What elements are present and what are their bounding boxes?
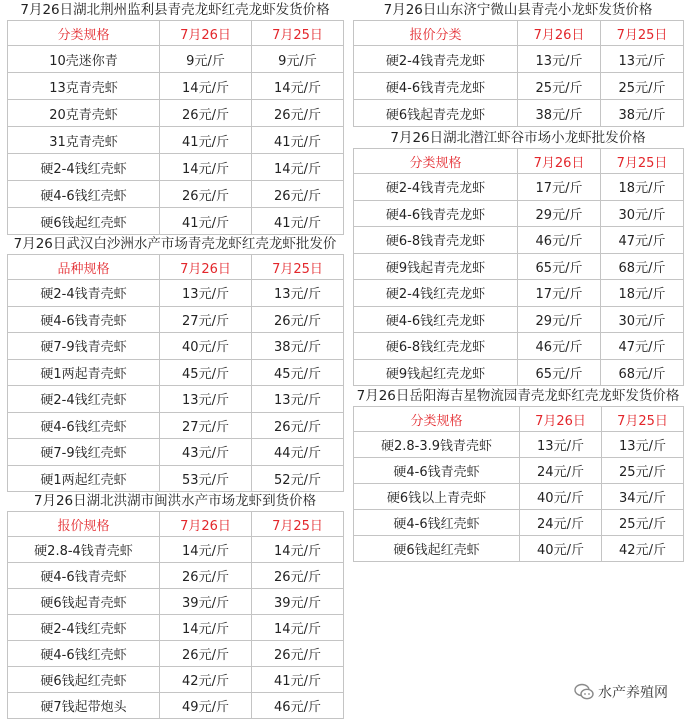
price-today-cell: 17元/斤 [518,280,601,307]
header-cell-today: 7月26日 [518,21,601,46]
spec-cell: 硬4-6钱青壳虾 [354,458,520,484]
price-yesterday-cell: 26元/斤 [252,181,344,208]
spec-cell: 硬4-6钱红壳龙虾 [354,306,518,333]
price-yesterday-cell: 14元/斤 [252,615,344,641]
price-today-cell: 14元/斤 [160,154,252,181]
price-yesterday-cell: 41元/斤 [252,667,344,693]
price-today-cell: 41元/斤 [160,208,252,235]
price-yesterday-cell: 45元/斤 [252,359,344,386]
price-yesterday-cell: 25元/斤 [602,510,684,536]
price-table [7,511,344,719]
table-title: 7月26日武汉白沙洲水产市场青壳龙虾红壳龙虾批发价 [13,236,337,252]
price-yesterday-cell: 13元/斤 [252,280,344,307]
spec-cell: 20克青壳虾 [8,100,160,127]
price-today-cell: 27元/斤 [160,412,252,439]
table-row [8,412,344,439]
price-today-cell: 40元/斤 [520,484,602,510]
spec-cell: 硬6钱以上青壳虾 [354,484,520,510]
price-today-cell: 65元/斤 [518,253,601,280]
price-yesterday-cell: 13元/斤 [602,432,684,458]
table-row [8,667,344,693]
table-row [354,280,684,307]
header-cell-yesterday: 7月25日 [252,255,344,280]
spec-cell: 硬2-4钱青壳龙虾 [354,46,518,73]
spec-cell: 硬4-6钱青壳龙虾 [354,73,518,100]
price-yesterday-cell: 41元/斤 [252,127,344,154]
table-row [354,359,684,386]
price-yesterday-cell: 26元/斤 [252,563,344,589]
price-today-cell: 14元/斤 [160,537,252,563]
price-yesterday-cell: 38元/斤 [252,333,344,360]
table-row [354,174,684,201]
price-yesterday-cell: 30元/斤 [601,200,684,227]
spec-cell: 硬1两起红壳虾 [8,465,160,492]
price-today-cell: 26元/斤 [160,181,252,208]
table-row [8,333,344,360]
price-block-weishan [353,0,683,127]
spec-cell: 硬4-6钱红壳虾 [8,412,160,439]
table-row [8,154,344,181]
spec-cell: 10壳迷你青 [8,46,160,73]
spec-cell: 硬2-4钱红壳虾 [8,154,160,181]
table-row [8,181,344,208]
header-row [8,21,344,46]
header-row [354,21,684,46]
spec-cell: 硬4-6钱红壳虾 [8,641,160,667]
table-row [8,280,344,307]
header-cell-today: 7月26日 [160,21,252,46]
price-today-cell: 41元/斤 [160,127,252,154]
table-row [354,73,684,100]
price-today-cell: 40元/斤 [520,536,602,562]
spec-cell: 硬2-4钱红壳虾 [8,386,160,413]
price-yesterday-cell: 47元/斤 [601,227,684,254]
price-yesterday-cell: 68元/斤 [601,253,684,280]
spec-cell: 硬6钱起青壳龙虾 [354,100,518,127]
header-cell-spec: 分类规格 [354,407,520,432]
price-today-cell: 40元/斤 [160,333,252,360]
table-title: 7月26日岳阳海吉星物流园青壳龙虾红壳龙虾发货价格 [356,388,680,404]
price-today-cell: 9元/斤 [160,46,252,73]
spec-cell: 硬9钱起红壳龙虾 [354,359,518,386]
table-row [354,227,684,254]
spec-cell: 硬2-4钱青壳虾 [8,280,160,307]
price-today-cell: 17元/斤 [518,174,601,201]
header-row [8,512,344,537]
price-today-cell: 53元/斤 [160,465,252,492]
table-row [354,536,684,562]
header-cell-spec: 品种规格 [8,255,160,280]
spec-cell: 硬1两起青壳虾 [8,359,160,386]
price-yesterday-cell: 30元/斤 [601,306,684,333]
price-today-cell: 65元/斤 [518,359,601,386]
price-table [353,406,684,562]
price-today-cell: 25元/斤 [518,73,601,100]
price-block-qianjiang [353,128,683,386]
spec-cell: 硬6钱起红壳虾 [8,667,160,693]
header-cell-yesterday: 7月25日 [252,21,344,46]
table-row [354,458,684,484]
price-today-cell: 26元/斤 [160,100,252,127]
table-row [8,306,344,333]
price-today-cell: 46元/斤 [518,333,601,360]
table-row [354,253,684,280]
price-table [7,254,344,492]
price-yesterday-cell: 26元/斤 [252,641,344,667]
price-yesterday-cell: 14元/斤 [252,154,344,181]
header-cell-today: 7月26日 [160,512,252,537]
header-cell-yesterday: 7月25日 [252,512,344,537]
spec-cell: 硬6钱起青壳虾 [8,589,160,615]
price-yesterday-cell: 34元/斤 [602,484,684,510]
table-row [354,46,684,73]
spec-cell: 31克青壳虾 [8,127,160,154]
spec-cell: 硬6-8钱青壳龙虾 [354,227,518,254]
table-row [354,100,684,127]
spec-cell: 硬4-6钱青壳虾 [8,563,160,589]
price-yesterday-cell: 41元/斤 [252,208,344,235]
header-cell-spec: 报价分类 [354,21,518,46]
table-row [8,439,344,466]
table-row [8,465,344,492]
price-block-honghu [7,491,343,719]
table-row [354,432,684,458]
spec-cell: 硬4-6钱青壳龙虾 [354,200,518,227]
price-today-cell: 13元/斤 [520,432,602,458]
header-cell-yesterday: 7月25日 [601,21,684,46]
price-today-cell: 29元/斤 [518,306,601,333]
table-row [354,306,684,333]
header-cell-spec: 分类规格 [354,149,518,174]
table-row [8,100,344,127]
spec-cell: 硬7-9钱红壳虾 [8,439,160,466]
table-row [8,127,344,154]
price-today-cell: 27元/斤 [160,306,252,333]
price-table [7,20,344,235]
spec-cell: 硬2.8-4钱青壳虾 [8,537,160,563]
spec-cell: 硬7-9钱青壳虾 [8,333,160,360]
spec-cell: 硬4-6钱红壳虾 [354,510,520,536]
spec-cell: 硬6-8钱红壳龙虾 [354,333,518,360]
watermark [574,681,668,703]
price-today-cell: 43元/斤 [160,439,252,466]
header-row [354,149,684,174]
table-row [8,208,344,235]
spec-cell: 硬6钱起红壳虾 [8,208,160,235]
price-block-jianli [7,0,343,235]
price-yesterday-cell: 42元/斤 [602,536,684,562]
price-today-cell: 26元/斤 [160,641,252,667]
table-title: 7月26日湖北洪湖市闽洪水产市场龙虾到货价格 [33,493,317,509]
price-yesterday-cell: 39元/斤 [252,589,344,615]
table-row [8,359,344,386]
price-yesterday-cell: 44元/斤 [252,439,344,466]
spec-cell: 硬7钱起带炮头 [8,693,160,719]
header-cell-yesterday: 7月25日 [601,149,684,174]
price-yesterday-cell: 26元/斤 [252,100,344,127]
price-table [353,20,684,127]
price-today-cell: 26元/斤 [160,563,252,589]
price-today-cell: 29元/斤 [518,200,601,227]
spec-cell: 硬2-4钱青壳龙虾 [354,174,518,201]
price-yesterday-cell: 38元/斤 [601,100,684,127]
price-yesterday-cell: 18元/斤 [601,174,684,201]
price-today-cell: 42元/斤 [160,667,252,693]
price-today-cell: 24元/斤 [520,458,602,484]
header-cell-today: 7月26日 [160,255,252,280]
price-yesterday-cell: 25元/斤 [601,73,684,100]
price-today-cell: 13元/斤 [160,386,252,413]
header-row [354,407,684,432]
spec-cell: 硬9钱起青壳龙虾 [354,253,518,280]
header-cell-today: 7月26日 [520,407,602,432]
table-row [8,386,344,413]
price-today-cell: 39元/斤 [160,589,252,615]
spec-cell: 13克青壳虾 [8,73,160,100]
price-today-cell: 24元/斤 [520,510,602,536]
price-today-cell: 14元/斤 [160,615,252,641]
price-yesterday-cell: 26元/斤 [252,412,344,439]
price-yesterday-cell: 14元/斤 [252,73,344,100]
spec-cell: 硬4-6钱青壳虾 [8,306,160,333]
header-row [8,255,344,280]
header-cell-spec: 报价规格 [8,512,160,537]
table-row [8,563,344,589]
spec-cell: 硬2-4钱红壳龙虾 [354,280,518,307]
price-today-cell: 13元/斤 [160,280,252,307]
table-row [354,510,684,536]
table-row [354,333,684,360]
table-row [8,589,344,615]
price-yesterday-cell: 13元/斤 [252,386,344,413]
price-today-cell: 13元/斤 [518,46,601,73]
price-today-cell: 46元/斤 [518,227,601,254]
price-today-cell: 14元/斤 [160,73,252,100]
spec-cell: 硬2-4钱红壳虾 [8,615,160,641]
header-cell-yesterday: 7月25日 [602,407,684,432]
price-yesterday-cell: 13元/斤 [601,46,684,73]
table-row [8,615,344,641]
price-today-cell: 45元/斤 [160,359,252,386]
spec-cell: 硬2.8-3.9钱青壳虾 [354,432,520,458]
price-block-yueyang [353,386,683,562]
table-row [8,537,344,563]
table-title: 7月26日湖北荆州监利县青壳龙虾红壳龙虾发货价格 [20,2,330,18]
wechat-icon [574,683,594,701]
price-yesterday-cell: 25元/斤 [602,458,684,484]
watermark-text: 水产养殖网 [598,685,668,701]
price-yesterday-cell: 46元/斤 [252,693,344,719]
price-yesterday-cell: 68元/斤 [601,359,684,386]
spec-cell: 硬4-6钱红壳虾 [8,181,160,208]
price-today-cell: 49元/斤 [160,693,252,719]
price-yesterday-cell: 9元/斤 [252,46,344,73]
price-block-wuhan [7,234,343,492]
spec-cell: 硬6钱起红壳虾 [354,536,520,562]
price-yesterday-cell: 52元/斤 [252,465,344,492]
table-row [354,200,684,227]
table-title: 7月26日山东济宁微山县青壳小龙虾发货价格 [383,2,653,18]
table-row [8,693,344,719]
price-yesterday-cell: 14元/斤 [252,537,344,563]
price-yesterday-cell: 18元/斤 [601,280,684,307]
price-today-cell: 38元/斤 [518,100,601,127]
header-cell-spec: 分类规格 [8,21,160,46]
header-cell-today: 7月26日 [518,149,601,174]
table-title: 7月26日湖北潜江虾谷市场小龙虾批发价格 [390,130,646,146]
price-table [353,148,684,386]
table-row [354,484,684,510]
table-row [8,46,344,73]
table-row [8,641,344,667]
price-yesterday-cell: 47元/斤 [601,333,684,360]
table-row [8,73,344,100]
price-yesterday-cell: 26元/斤 [252,306,344,333]
